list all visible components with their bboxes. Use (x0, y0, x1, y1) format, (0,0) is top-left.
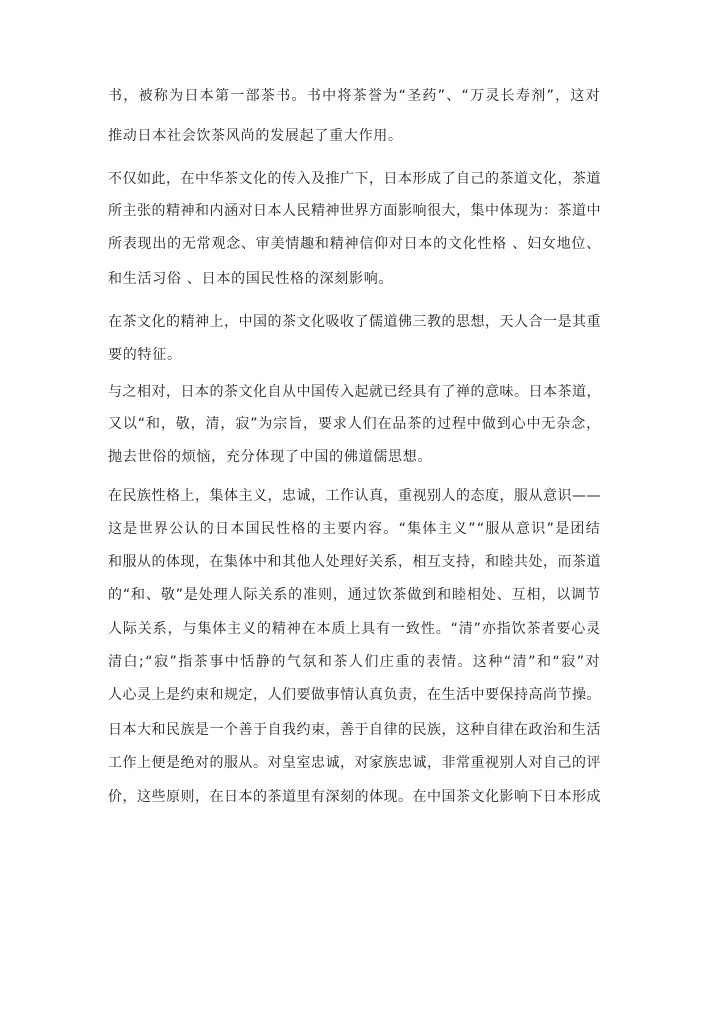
text-line: 要的特征。 (108, 347, 182, 363)
text-line: 的“和、敬”是处理人际关系的准则，通过饮茶做到和睦相处、互相，以调节 (108, 587, 601, 603)
text-line: 不仅如此，在中华茶文化的传入及推广下，日本形成了自己的茶道文化，茶道 (108, 171, 601, 187)
text-line: 清白;“寂”指茶事中恬静的气氛和茶人们庄重的表情。这种“清”和“寂”对 (108, 654, 601, 670)
text-line: 人际关系，与集体主义的精神在本质上具有一致性。“清”亦指饮茶者要心灵 (108, 621, 601, 637)
text-line: 在茶文化的精神上，中国的茶文化吸收了儒道佛三教的思想，天人合一是其重 (108, 314, 601, 330)
text-line: 人心灵上是约束和规定，人们要做事情认真负责，在生活中要保持高尚节操。 (108, 687, 601, 703)
text-line: 在民族性格上，集体主义，忠诚，工作认真，重视别人的态度，服从意识—— (108, 488, 601, 504)
text-line: 这是世界公认的日本国民性格的主要内容。“集体主义”“服从意识”是团结 (108, 521, 601, 537)
text-line: 与之相对，日本的茶文化自从中国传入起就已经具有了禅的意味。日本茶道， (108, 384, 601, 400)
text-line: 又以“和，敬，清，寂”为宗旨，要求人们在品茶的过程中做到心中无杂念， (108, 416, 601, 432)
text-line: 和生活习俗 、日本的国民性格的深刻影响。 (108, 271, 394, 287)
text-line: 工作上便是绝对的服从。对皇室忠诚，对家族忠诚，非常重视别人对自己的评 (108, 755, 601, 771)
text-line: 日本大和民族是一个善于自我约束，善于自律的民族，这种自律在政治和生活 (108, 722, 601, 738)
text-line: 书，被称为日本第一部茶书。书中将茶誉为“圣药”、“万灵长寿剂”，这对 (108, 88, 601, 104)
text-line: 所表现出的无常观念、审美情趣和精神信仰对日本的文化性格 、妇女地位、 (108, 236, 601, 252)
text-line: 所主张的精神和内涵对日本人民精神世界方面影响很大，集中体现为：茶道中 (108, 203, 601, 219)
text-line: 推动日本社会饮茶风尚的发展起了重大作用。 (108, 128, 403, 144)
text-line: 和服从的体现，在集体中和其他人处理好关系，相互支持，和睦共处，而茶道 (108, 554, 601, 570)
text-line: 价，这些原则，在日本的茶道里有深刻的体现。在中国茶文化影响下日本形成 (108, 789, 601, 805)
text-line: 抛去世俗的烦恼，充分体现了中国的佛道儒思想。 (108, 449, 433, 465)
